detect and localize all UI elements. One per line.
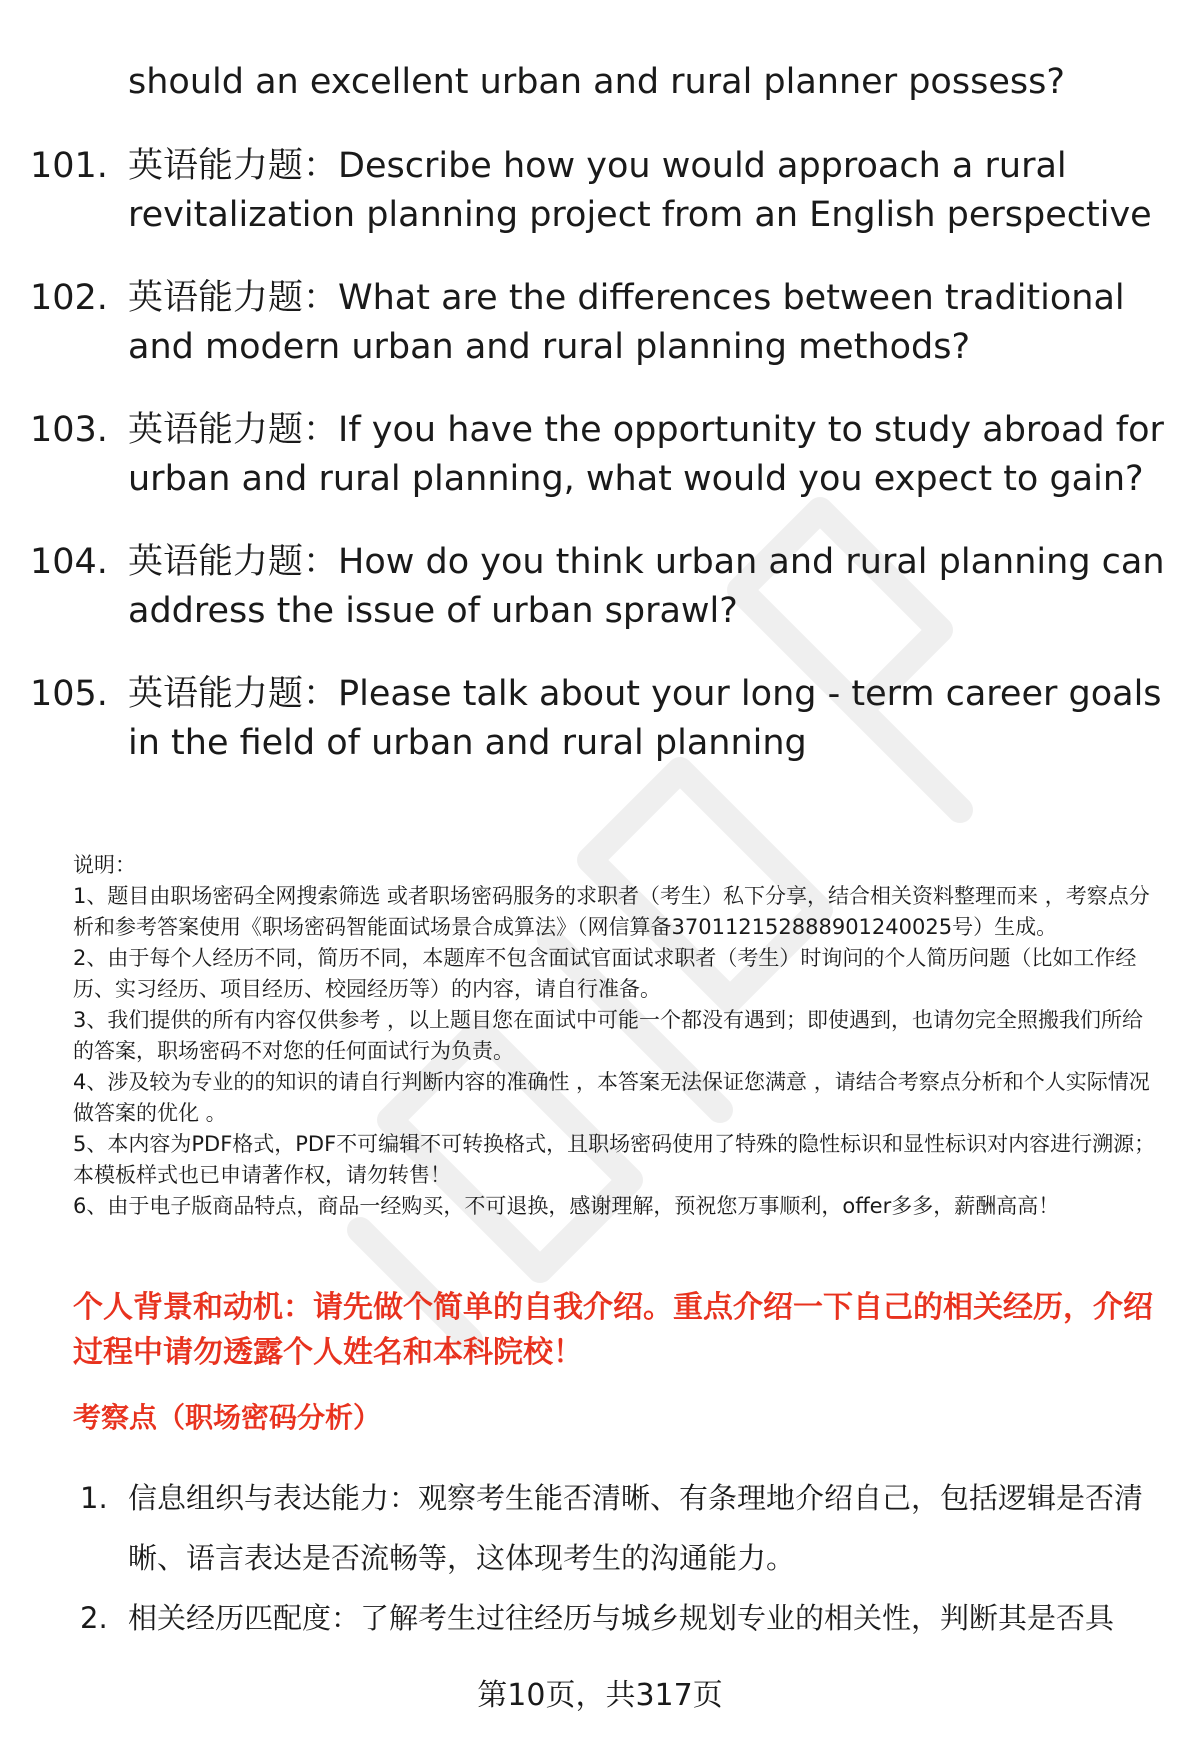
question-continuation: should an excellent urban and rural planner possess? [128,62,1065,102]
analysis-subheading: 考察点（职场密码分析） [73,1401,382,1434]
question-text: 英语能力题：How do you think urban and rural planning can address the issue of urban sprawl? [128,542,1165,631]
note-item: 2、由于每个人经历不同，简历不同，本题库不包含面试官面试求职者（考生）时询问的个人简历问题（比如工作经历、实习经历、项目经历、校园经历等）的内容，请自行准备。 [73,946,1137,1001]
question-number: 101. [30,146,108,186]
question-number: 105. [30,674,108,714]
note-item: 4、涉及较为专业的的知识的请自行判断内容的准确性 ，本答案无法保证您满意 ，请结合考察点分析和个人实际情况做答案的优化 。 [73,1070,1150,1125]
notes-section [73,850,1163,1222]
note-item: 6、由于电子版商品特点，商品一经购买，不可退换，感谢理解，预祝您万事顺利，offer多多，薪酬高高！ [73,1194,1060,1218]
question-list [30,142,1170,802]
question-item [30,142,1170,240]
point-number: 1. [80,1481,108,1515]
point-text: 信息组织与表达能力：观察考生能否清晰、有条理地介绍自己，包括逻辑是否清晰、语言表达是否流畅等，这体现考生的沟通能力。 [128,1481,1144,1575]
question-text: 英语能力题：Describe how you would approach a rural revitalization planning project from an English perspective [128,146,1152,235]
question-item [30,670,1170,768]
question-item [30,274,1170,372]
note-item: 3、我们提供的所有内容仅供参考 ，以上题目您在面试中可能一个都没有遇到；即使遇到，也请勿完全照搬我们所给的答案，职场密码不对您的任何面试行为负责。 [73,1008,1144,1063]
question-number: 103. [30,410,108,450]
analysis-point [80,1588,1170,1648]
question-text: 英语能力题：Please talk about your long - term career goals in the field of urban and rural planning [128,674,1162,763]
note-item: 5、本内容为PDF格式，PDF不可编辑不可转换格式，且职场密码使用了特殊的隐性标识和显性标识对内容进行溯源；本模板样式也已申请著作权，请勿转售！ [73,1132,1156,1187]
question-item [30,538,1170,636]
point-text: 相关经历匹配度：了解考生过往经历与城乡规划专业的相关性，判断其是否具 [128,1601,1115,1635]
question-text: 英语能力题：What are the differences between traditional and modern urban and rural planning methods? [128,278,1125,367]
question-number: 102. [30,278,108,318]
page-footer: 第10页，共317页 [477,1678,723,1713]
question-number: 104. [30,542,108,582]
notes-title: 说明： [73,853,136,877]
analysis-point [80,1468,1170,1588]
question-text: 英语能力题：If you have the opportunity to study abroad for urban and rural planning, what would you expect to gain? [128,410,1164,499]
section-heading: 个人背景和动机：请先做个简单的自我介绍。重点介绍一下自己的相关经历，介绍过程中请勿透露个人姓名和本科院校！ [73,1290,1153,1370]
analysis-points [80,1468,1170,1648]
point-number: 2. [80,1601,108,1635]
note-item: 1、题目由职场密码全网搜索筛选 或者职场密码服务的求职者（考生）私下分享，结合相关资料整理而来 ，考察点分析和参考答案使用《职场密码智能面试场景合成算法》（网信算备370112152888901240025号）生成。 [73,884,1150,939]
question-item [30,406,1170,504]
